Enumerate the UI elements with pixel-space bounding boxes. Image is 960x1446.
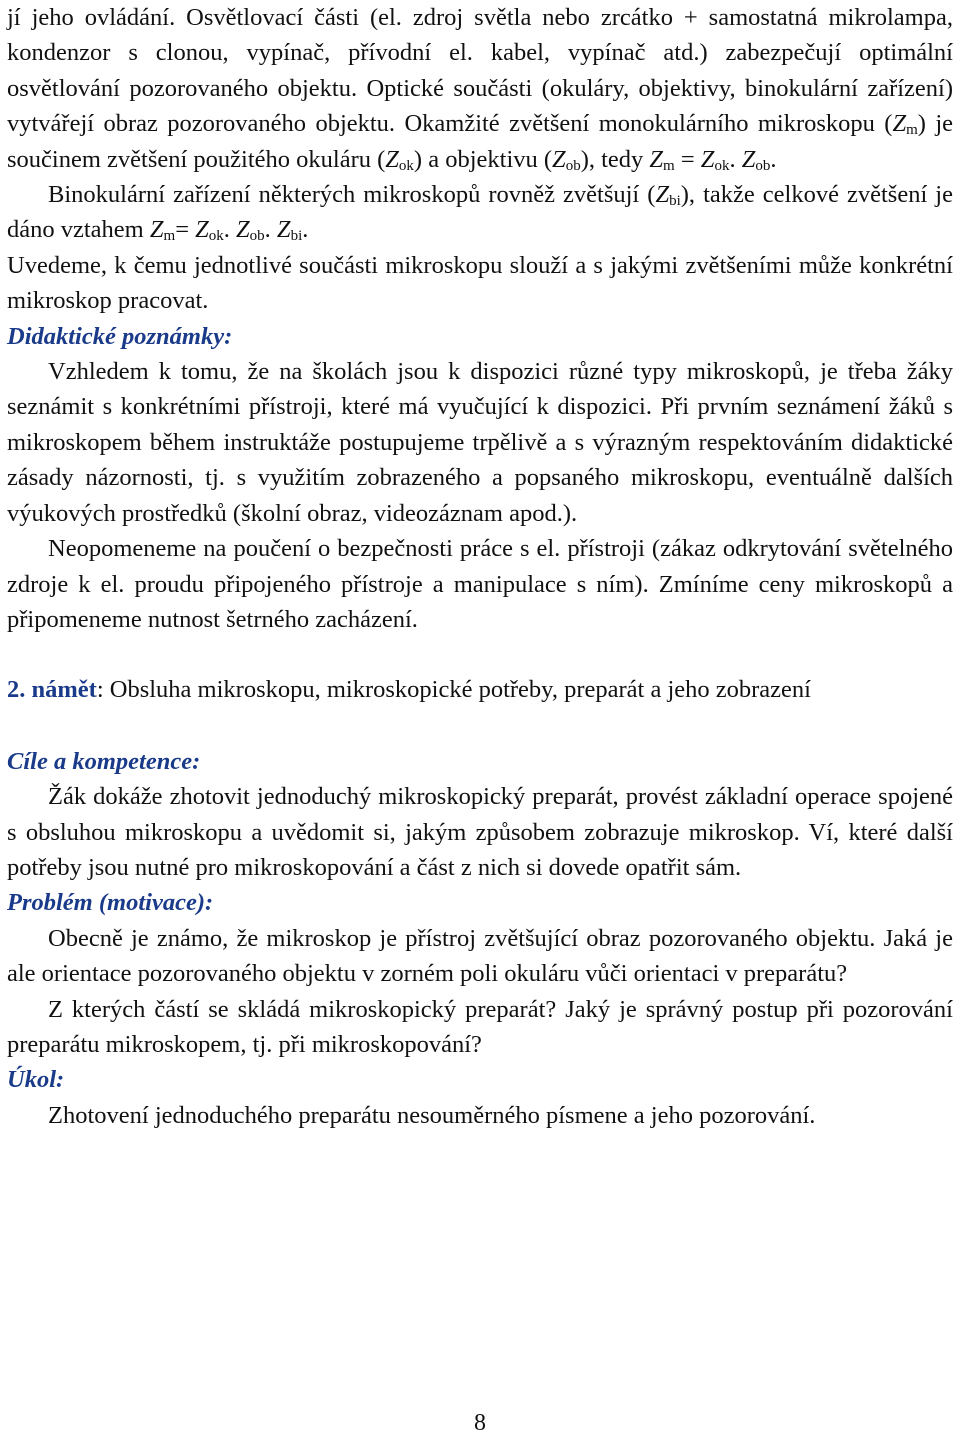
subscript-m: m [663,157,675,174]
text-run: ) a objektivu ( [413,145,553,173]
symbol-z: Z [276,216,291,244]
page-number: 8 [474,1410,486,1436]
topic-heading [7,672,953,707]
symbol-z: Z [149,216,164,244]
spacer [7,708,953,744]
heading-problem-motivace: Problém (motivace): [7,889,214,917]
subscript-ob: ob [249,228,265,245]
subscript-ok: ok [398,157,414,174]
text-run: = [175,216,196,244]
symbol-z: Z [385,145,399,173]
text-run: ), tedy [580,145,650,173]
text-run: ) je součinem zvětšení použitého okuláru ( [7,110,953,173]
subscript-m: m [163,228,176,245]
topic-title: : Obsluha mikroskopu, mikroskopické potřeby, preparát a jeho zobrazení [96,676,811,704]
subscript-ob: ob [755,157,771,174]
symbol-z: Z [892,110,907,138]
paragraph-microscope-parts [7,0,953,177]
text-run: ), takže celkové zvětšení je dáno vztahem [7,181,953,244]
text-run: . [223,216,237,244]
subscript-m: m [906,122,918,139]
subscript-ok: ok [208,228,224,245]
spacer [7,637,953,672]
text-run: . [770,145,777,173]
subscript-ok: ok [714,157,730,174]
heading-didakticke-poznamky: Didaktické poznámky: [7,322,233,350]
symbol-z: Z [195,216,209,244]
symbol-z: Z [236,216,250,244]
symbol-z: Z [655,181,670,209]
paragraph-safety: Neopomeneme na poučení o bezpečnosti práce s el. přístroji (zákaz odkrytování světelného zdroje k el. proudu připojeného přístroje a manipulace s ním). Zmíníme ceny mikroskopů a připomeneme nutnost šetrného zacházení. [7,535,953,633]
subscript-bi: bi [669,193,681,210]
heading-cile-a-kompetence: Cíle a kompetence: [7,747,201,775]
text-run: Binokulární zařízení některých mikroskopů rovněž zvětšují ( [48,181,656,209]
paragraph-didactic-notes: Vzhledem k tomu, že na školách jsou k dispozici různé typy mikroskopů, je třeba žáky seznámit s konkrétními přístroji, které má vyučující k dispozici. Při prvním seznámení žáků s mikroskopem během instruktáže postupujeme trpělivě a s výrazným respektováním didaktické zásady názornosti, tj. s využitím zobrazeného a popsaného mikroskopu, eventuálně dalších výukových prostředků (školní obraz, videozáznam apod.). [7,358,953,527]
text-run: . [729,145,742,173]
topic-number: 2. námět [7,676,97,704]
symbol-z: Z [700,145,715,173]
symbol-z: Z [649,145,664,173]
text-run: . [264,216,277,244]
paragraph-uvedeme: Uvedeme, k čemu jednotlivé součásti mikroskopu slouží a s jakými zvětšeními může konkrétní mikroskop pracovat. [7,251,953,315]
heading-ukol: Úkol: [7,1066,65,1094]
symbol-z: Z [741,145,756,173]
paragraph-goals: Žák dokáže zhotovit jednoduchý mikroskopický preparát, provést základní operace spojené s obsluhou mikroskopu a uvědomit si, jakým způsobem zobrazuje mikroskop. Ví, které další potřeby jsou nutné pro mikroskopování a část z nich si dovede opatřit sám. [7,783,953,881]
text-run: = [674,145,701,173]
subscript-ob: ob [565,157,581,174]
text-run: . [302,216,309,244]
paragraph-problem-2: Z kterých částí se skládá mikroskopický preparát? Jaký je správný postup při pozorování preparátu mikroskopem, tj. při mikroskopování? [7,995,953,1058]
symbol-z: Z [552,145,566,173]
subscript-bi: bi [290,228,303,245]
document-page [7,0,953,1133]
paragraph-problem-1: Obecně je známo, že mikroskop je přístroj zvětšující obraz pozorovaného objektu. Jaká je ale orientace pozorovaného objektu v zorném poli okuláru vůči orientaci v preparátu? [7,924,953,988]
paragraph-binocular [7,177,953,248]
text-run: jí jeho ovládání. Osvětlovací části (el. zdroj světla nebo zrcátko + samostatná mikrolampa, kondenzor s clonou, vypínač, přívodní el. kabel, vypínač atd.) zabezpečují optimální osvětlování pozorovaného objektu. Optické součásti (okuláry, objektivy, binokulární zařízení) vytvářejí obraz pozorovaného objektu. Okamžité zvětšení monokulárního mikroskopu ( [7,4,953,138]
paragraph-task: Zhotovení jednoduchého preparátu nesouměrného písmene a jeho pozorování. [48,1101,816,1129]
